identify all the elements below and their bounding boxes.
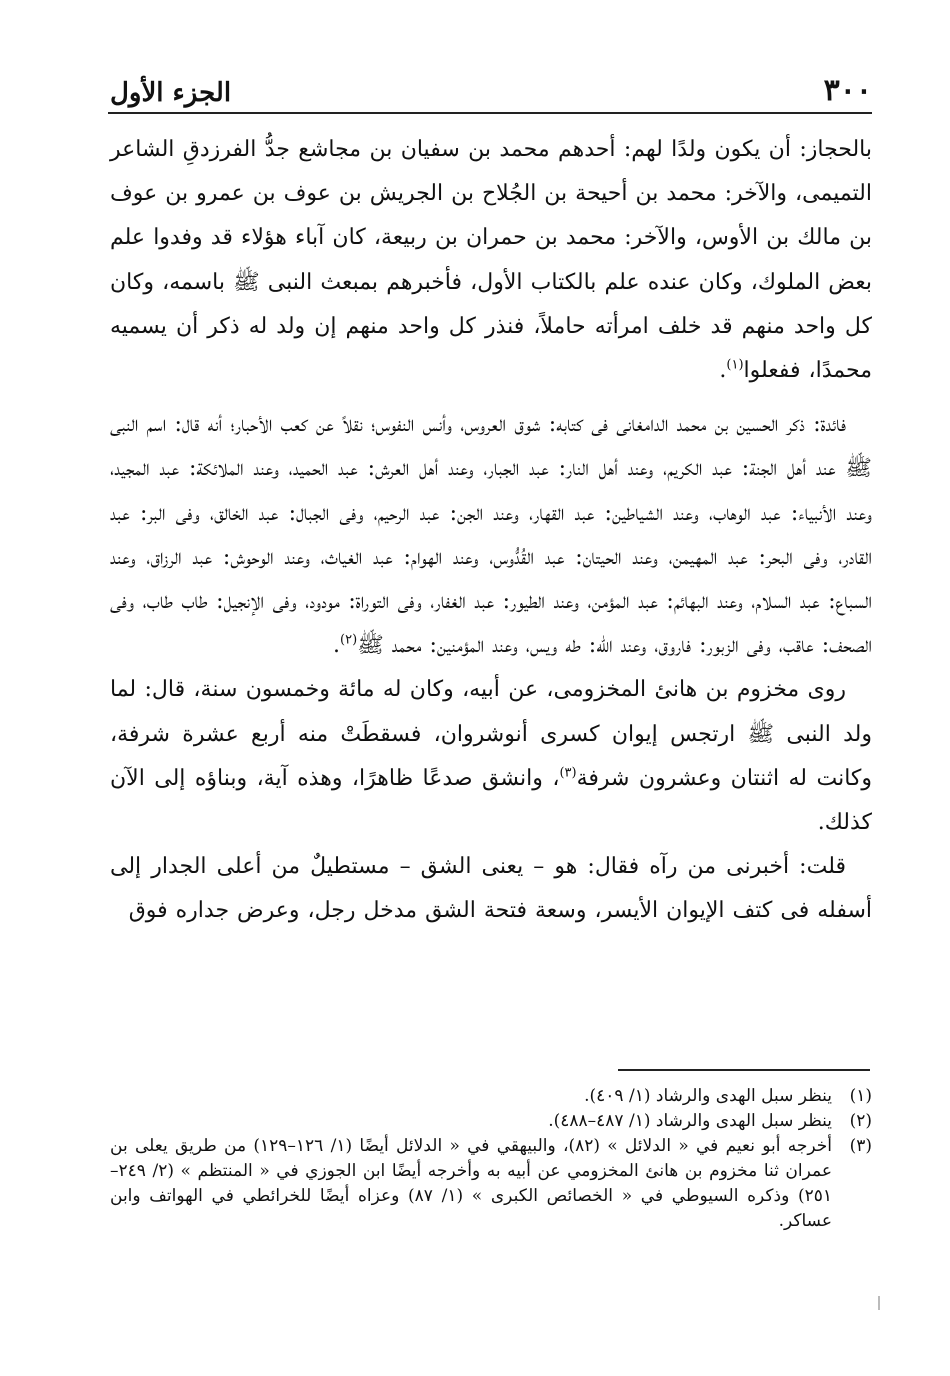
footnote-1 [110, 1084, 872, 1109]
footnote-text: ينظر سبل الهدى والرشاد (١/ ٤٠٩). [584, 1086, 832, 1106]
footnote-text: ينظر سبل الهدى والرشاد (١/ ٤٨٧–٤٨٨). [548, 1111, 832, 1131]
paragraph-1-end: . [719, 358, 727, 384]
paragraph-3 [110, 668, 872, 845]
note-ref-1: (١) [726, 357, 744, 373]
paragraph-1-text: بالحجاز: أن يكون ولدًا لهم: أحدهم محمد بن سفيان بن مجاشع جدُّ الفرزدقِ الشاعر التميمى، والآخر: محمد بن أحيحة بن الجُلاح بن الجريش بن عوف بن عمرو بن عوف بن مالك بن الأوس، والآخر: محمد بن حمران بن ربيعة، كان آباء هؤلاء قد وفدوا علم بعض الملوك، وكان عنده علم بالكتاب الأول، فأخبرهم بمبعث النبى ﷺ باسمه، وكان كل واحد منهم قد خلف امرأته حاملاً، فنذر كل واحد منهم إن ولد له ذكر أن يسميه محمدًا، ففعلوا [110, 137, 872, 384]
footnote-divider [618, 1069, 870, 1071]
running-header [110, 58, 872, 106]
page-number: ٣٠٠ [823, 73, 872, 108]
part-title: الجزء الأول [110, 78, 232, 108]
footnote-3 [110, 1134, 872, 1234]
paragraph-1 [110, 128, 872, 393]
paragraph-2 [110, 403, 872, 668]
main-text [110, 128, 872, 934]
footnote-number: (٢) [849, 1111, 872, 1131]
footnotes [110, 1084, 872, 1234]
footnote-number: (٣) [849, 1136, 872, 1156]
footnote-text: أخرجه أبو نعيم في « الدلائل » (٨٢)، والبيهقي في « الدلائل أيضًا (١/ ١٢٦–١٢٩) من طريق يعلى بن عمران ثنا مخزوم بن هانئ المخزومي عن أبيه به وأخرجه أيضًا ابن الجوزي في « المنتظم » (٢/ ٢٤٩–٢٥١) وذكره السيوطي في « الخصائص الكبرى » (١/ ٨٧) وعزاه أيضًا للخرائطي في الهواتف وابن عساكر. [110, 1136, 832, 1231]
note-ref-3: (٣) [559, 765, 577, 781]
paragraph-2-end: . [333, 633, 341, 659]
paragraph-3-continuation: ، وانشق صدعًا ظاهرًا، وهذه آية، وبناؤه إلى الآن كذلك. [110, 765, 872, 836]
footnote-number: (١) [849, 1086, 872, 1106]
paragraph-3-text: روى مخزوم بن هانئ المخزومى، عن أبيه، وكان له مائة وخمسون سنة، قال: لما ولد النبى ﷺ ارتجس إيوان كسرى أنوشروان، فسقطَتْ منه أربع عشرة شرفة، وكانت له اثنتان وعشرون شرفة [110, 677, 872, 791]
footnote-2 [110, 1109, 872, 1134]
header-divider [108, 112, 872, 114]
paragraph-2-text: فائدة: ذكر الحسين بن محمد الدامغانى فى كتابه: شوق العروس، وأنس النفوس؛ نقلاً عن كعب الأحبار؛ أنه قال: اسم النبى ﷺ عند أهل الجنة: عبد الكريم، وعند أهل النار: عبد الجبار، وعند أهل العرش: عبد الحميد، وعند الملائكة: عبد المجيد، وعند الأنبياء: عبد الوهاب، وعند الشياطين: عبد القهار، وعند الجن: عبد الرحيم، وفى الجبال: عبد الخالق، وفى البر: عبد القادر، وفى البحر: عبد المهيمن، وعند الحيتان: عبد القُدُّوس، وعند الهوام: عبد الغياث، وعند الوحوش: عبد الرزاق، وعند السباع: عبد السلام، وعند البهائم: عبد المؤمن، وعند الطيور: عبد الغفار، وفى التوراة: مودود، وفى الإنجيل: طاب طاب، وفى الصحف: عاقب، وفى الزبور: فاروق، وعند الله: طه ويس، وعند المؤمنين: محمد ﷺ [110, 412, 872, 659]
paragraph-4-text: قلت: أخبرنى من رآه فقال: هو – يعنى الشق – مستطيلٌ من أعلى الجدار إلى أسفله فى كتف الإيوان الأيسر، وسعة فتحة الشق مدخل رجل، وعرض جداره فوق [110, 854, 872, 924]
paragraph-4 [110, 845, 872, 933]
note-ref-2: (٢) [340, 632, 358, 648]
margin-mark [878, 1296, 880, 1310]
